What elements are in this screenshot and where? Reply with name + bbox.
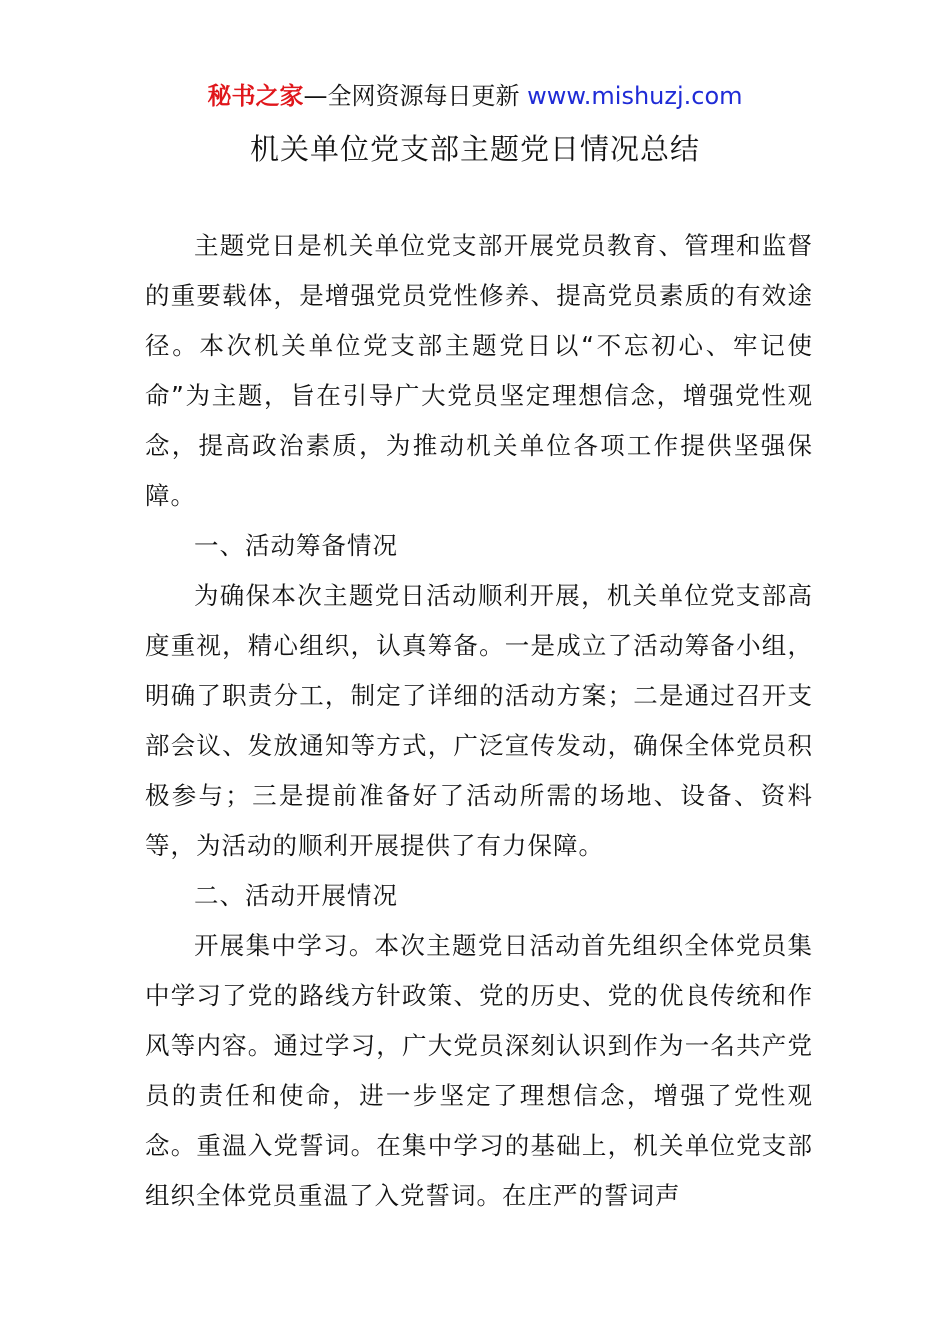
site-url-link[interactable]: www.mishuzj.com: [527, 82, 743, 110]
section-paragraph-activities: 开展集中学习。本次主题党日活动首先组织全体党员集中学习了党的路线方针政策、党的历史、党的优良传统和作风等内容。通过学习，广大党员深刻认识到作为一名共产党员的责任和使命，进一步坚定了理想信念，增强了党性观念。重温入党誓词。在集中学习的基础上，机关单位党支部组织全体党员重温了入党誓词。在庄严的誓词声: [145, 931, 813, 1210]
intro-paragraph: 主题党日是机关单位党支部开展党员教育、管理和监督的重要载体，是增强党员党性修养、提高党员素质的有效途径。本次机关单位党支部主题党日以“不忘初心、牢记使命”为主题，旨在引导广大党员坚定理想信念，增强党性观念，提高政治素质，为推动机关单位各项工作提供坚强保障。: [145, 231, 813, 510]
document-title: 机关单位党支部主题党日情况总结: [249, 132, 700, 166]
site-header: [0, 80, 950, 112]
brand-name: 秘书之家: [207, 82, 304, 110]
section-heading-preparation: 一、活动筹备情况: [194, 531, 398, 560]
document-body: [145, 221, 813, 1221]
section-paragraph-preparation: 为确保本次主题党日活动顺利开展，机关单位党支部高度重视，精心组织，认真筹备。一是成立了活动筹备小组，明确了职责分工，制定了详细的活动方案；二是通过召开支部会议、发放通知等方式，广泛宣传发动，确保全体党员积极参与；三是提前准备好了活动所需的场地、设备、资料等，为活动的顺利开展提供了有力保障。: [145, 581, 813, 860]
site-tagline: —全网资源每日更新: [303, 82, 520, 110]
section-heading-activities: 二、活动开展情况: [194, 881, 398, 910]
